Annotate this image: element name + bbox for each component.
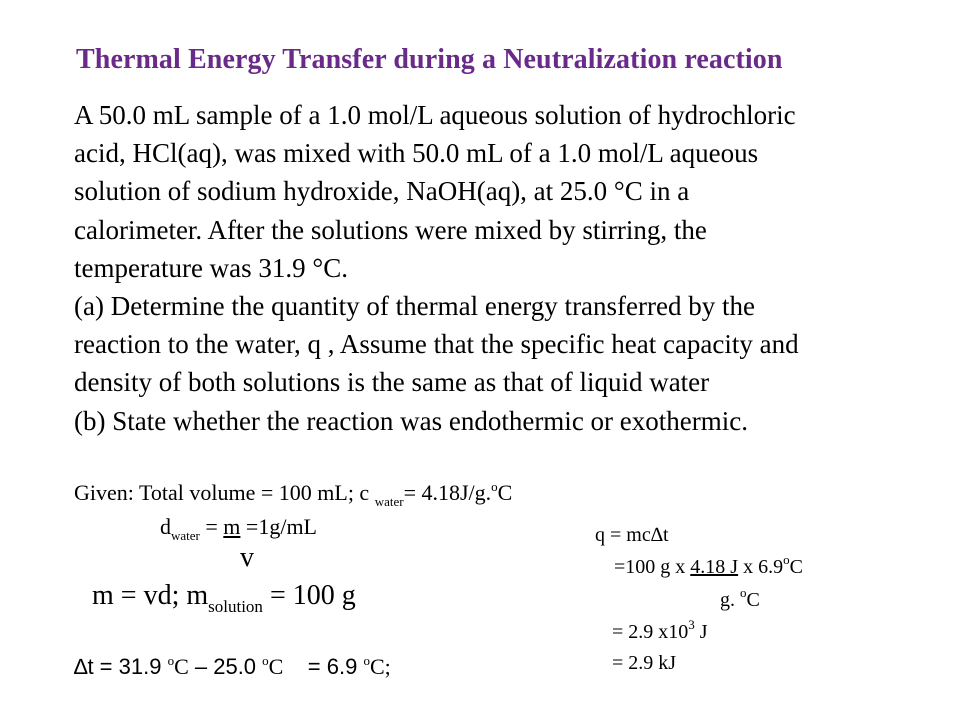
density-denominator: v [240, 542, 254, 573]
delta-t-label: ∆t = 31.9 [74, 654, 168, 679]
degree-sup: o [363, 653, 370, 668]
density-value: =1g/mL [240, 514, 317, 539]
calc-delta-t: x 6.9 [738, 556, 784, 578]
calc-result-joules [612, 617, 708, 644]
delta-t-equals: = 6.9 [283, 654, 364, 679]
delta-t-line [74, 654, 391, 680]
calc-heat-capacity: 4.18 J [690, 556, 739, 578]
unit-c: C [746, 589, 760, 611]
degree-sup: o [167, 653, 175, 668]
degree-sup: o [262, 653, 269, 668]
unit-g: g. [720, 589, 740, 611]
degree-sup: o [783, 552, 790, 567]
degree-sup: o [491, 479, 498, 494]
problem-line: reaction to the water, q , Assume that the specific heat capacity and [74, 329, 799, 360]
problem-statement [74, 96, 944, 440]
calc-mass: =100 g x [614, 556, 691, 578]
delta-t-minus: – 25.0 [188, 654, 263, 679]
degree-sup: o [740, 585, 747, 600]
unit-j: J [694, 621, 708, 643]
density-subscript: water [171, 528, 200, 543]
calc-result-kj: = 2.9 kJ [612, 652, 677, 674]
density-equals: = [199, 514, 224, 539]
mass-subscript: solution [208, 597, 263, 616]
density-line [160, 514, 317, 543]
exponent-sup: 3 [688, 617, 695, 632]
result-mantissa: = 2.9 x10 [612, 621, 689, 643]
density-numerator: m [223, 514, 241, 539]
mass-value: = 100 g [262, 580, 356, 611]
problem-line: A 50.0 mL sample of a 1.0 mol/L aqueous solution of hydrochloric [74, 100, 796, 130]
c-value: = 4.18J/g. [403, 480, 492, 505]
mass-text: m = vd; m [92, 580, 209, 611]
slide-title: Thermal Energy Transfer during a Neutralization reaction [76, 44, 783, 75]
problem-line: (b) State whether the reaction was endothermic or exothermic. [74, 405, 748, 436]
unit-c: C [174, 654, 189, 679]
density-label: d [160, 514, 171, 539]
given-line [74, 479, 513, 509]
calc-substitution [614, 552, 803, 579]
mass-line [92, 580, 356, 616]
unit-c: C [789, 556, 803, 578]
unit-c: C [268, 654, 284, 679]
problem-line: acid, HCl(aq), was mixed with 50.0 mL of a 1.0 mol/L aqueous [74, 138, 759, 169]
c-subscript: water [374, 494, 404, 509]
problem-line: (a) Determine the quantity of thermal energy transferred by the [74, 291, 755, 322]
calc-formula: q = mc∆t [595, 524, 669, 546]
unit-c: C; [369, 654, 391, 679]
calc-units-denominator [720, 585, 760, 612]
problem-line: density of both solutions is the same as that of liquid water [74, 367, 710, 398]
problem-line: calorimeter. After the solutions were mixed by stirring, the [74, 214, 707, 245]
problem-line: solution of sodium hydroxide, NaOH(aq), at 25.0 °C in a [74, 176, 690, 207]
problem-line: temperature was 31.9 °C. [74, 252, 348, 283]
c-unit: C [497, 480, 513, 505]
given-prefix: Given: Total volume = 100 mL; c [74, 480, 375, 505]
